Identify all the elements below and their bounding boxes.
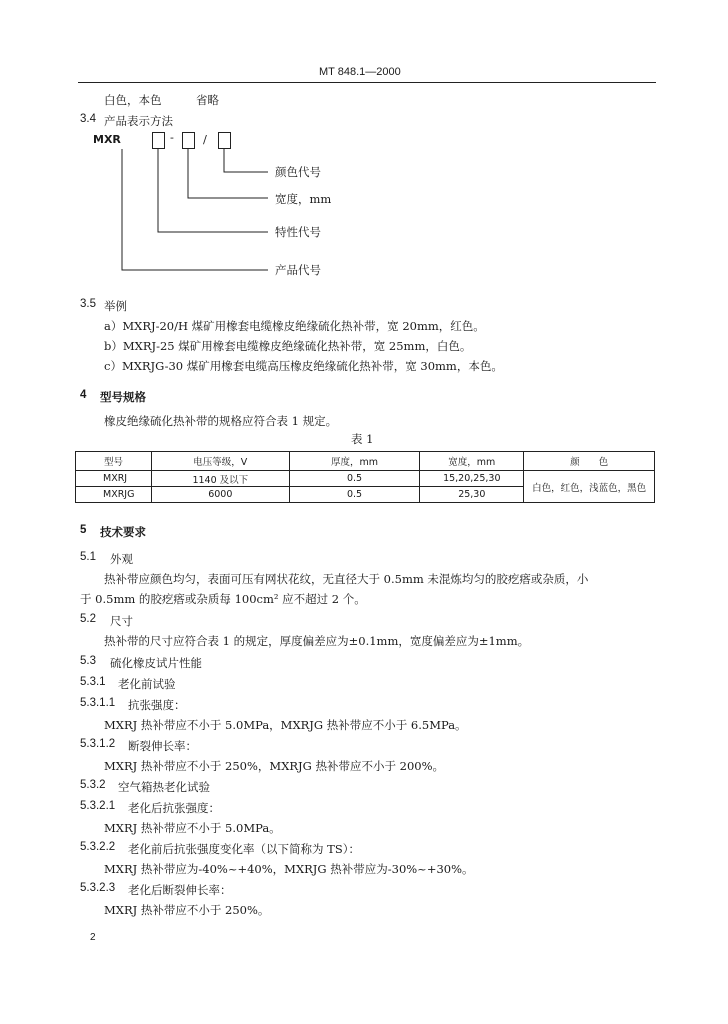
- section-number: 5.3.1.2: [80, 738, 116, 750]
- section-number: 4: [80, 389, 87, 401]
- table-row: [76, 471, 655, 487]
- body-text: MXRJ 热补带应不小于 250%，MXRJG 热补带应不小于 200%。: [104, 759, 445, 773]
- table-header: 电压等级，V: [151, 452, 289, 471]
- diagram-leader-lines: [0, 0, 728, 300]
- table-header: 颜 色: [524, 452, 655, 471]
- section-title: 硫化橡皮试片性能: [110, 656, 202, 670]
- section-number: 5.3.2.1: [80, 800, 116, 812]
- label-product-code: 产品代号: [275, 263, 321, 277]
- body-text: 橡皮绝缘硫化热补带的规格应符合表 1 规定。: [104, 414, 338, 428]
- table-cell: 1140 及以下: [151, 471, 289, 487]
- code-slash: /: [203, 132, 207, 146]
- table-cell: MXRJ: [76, 471, 152, 487]
- standard-number: MT 848.1—2000: [319, 66, 401, 78]
- section-title: 尺寸: [110, 614, 133, 628]
- example-item: c）MXRJG-30 煤矿用橡套电缆高压橡皮绝缘硫化热补带，宽 30mm，本色。: [104, 359, 503, 373]
- spec-table: [75, 451, 655, 503]
- section-number: 5.3: [80, 655, 96, 667]
- table-header: 型号: [76, 452, 152, 471]
- section-number: 5.3.1: [80, 676, 106, 688]
- section-title: 老化前试验: [118, 677, 176, 691]
- section-number: 5.3.2.2: [80, 841, 116, 853]
- section-number: 3.4: [80, 113, 96, 125]
- code-dash: -: [170, 130, 174, 144]
- section-title: 产品表示方法: [104, 114, 173, 128]
- section-number: 5.3.2.3: [80, 882, 116, 894]
- label-color-code: 颜色代号: [275, 165, 321, 179]
- section-number: 5.1: [80, 551, 96, 563]
- section-title: 老化后断裂伸长率：: [128, 883, 232, 897]
- section-title: 型号规格: [100, 390, 146, 404]
- body-text: 于 0.5mm 的胶疙瘩或杂质每 100cm² 应不超过 2 个。: [80, 592, 366, 606]
- section-title: 老化后抗张强度：: [128, 801, 220, 815]
- table-caption: 表 1: [351, 432, 374, 446]
- section-title: 举例: [104, 299, 127, 313]
- table-cell: 15,20,25,30: [420, 471, 524, 487]
- body-text: MXRJ 热补带应不小于 5.0MPa，MXRJG 热补带应不小于 6.5MPa。: [104, 718, 467, 732]
- section-title: 技术要求: [100, 525, 146, 539]
- section-title: 断裂伸长率：: [128, 739, 197, 753]
- body-text: 热补带的尺寸应符合表 1 的规定，厚度偏差应为±0.1mm，宽度偏差应为±1mm。: [104, 634, 530, 648]
- table-cell: 0.5: [289, 487, 420, 503]
- code-prefix: MXR: [93, 133, 121, 146]
- section-title: 外观: [110, 552, 133, 566]
- section-number: 3.5: [80, 298, 96, 310]
- section-title: 抗张强度：: [128, 698, 186, 712]
- example-item: a）MXRJ-20/H 煤矿用橡套电缆橡皮绝缘硫化热补带，宽 20mm，红色。: [104, 319, 485, 333]
- table-cell: MXRJG: [76, 487, 152, 503]
- table-header-row: [76, 452, 655, 471]
- table-cell: 0.5: [289, 471, 420, 487]
- body-text: MXRJ 热补带应不小于 250%。: [104, 903, 270, 917]
- body-text: MXRJ 热补带应为-40%~+40%，MXRJG 热补带应为-30%~+30%。: [104, 862, 474, 876]
- page-number: 2: [90, 932, 96, 943]
- table-header: 宽度，mm: [420, 452, 524, 471]
- label-width: 宽度，mm: [275, 192, 332, 206]
- section-number: 5.2: [80, 613, 96, 625]
- section-number: 5: [80, 524, 87, 536]
- section-title: 空气箱热老化试验: [118, 780, 210, 794]
- table-cell: 6000: [151, 487, 289, 503]
- table-cell-color: 白色，红色，浅蓝色，黑色: [524, 471, 655, 503]
- label-feature-code: 特性代号: [275, 225, 321, 239]
- table-cell: 25,30: [420, 487, 524, 503]
- body-text: MXRJ 热补带应不小于 5.0MPa。: [104, 821, 281, 835]
- section-number: 5.3.1.1: [80, 697, 116, 709]
- section-title: 老化前后抗张强度变化率（以下简称为 TS）：: [128, 842, 360, 856]
- section-number: 5.3.2: [80, 779, 106, 791]
- body-text: 热补带应颜色均匀，表面可压有网状花纹，无直径大于 0.5mm 未混炼均匀的胶疙瘩或杂质，小: [104, 572, 589, 586]
- table-header: 厚度，mm: [289, 452, 420, 471]
- intro-line: 白色，本色 省略: [104, 93, 219, 107]
- example-item: b）MXRJ-25 煤矿用橡套电缆橡皮绝缘硫化热补带，宽 25mm，白色。: [104, 339, 472, 353]
